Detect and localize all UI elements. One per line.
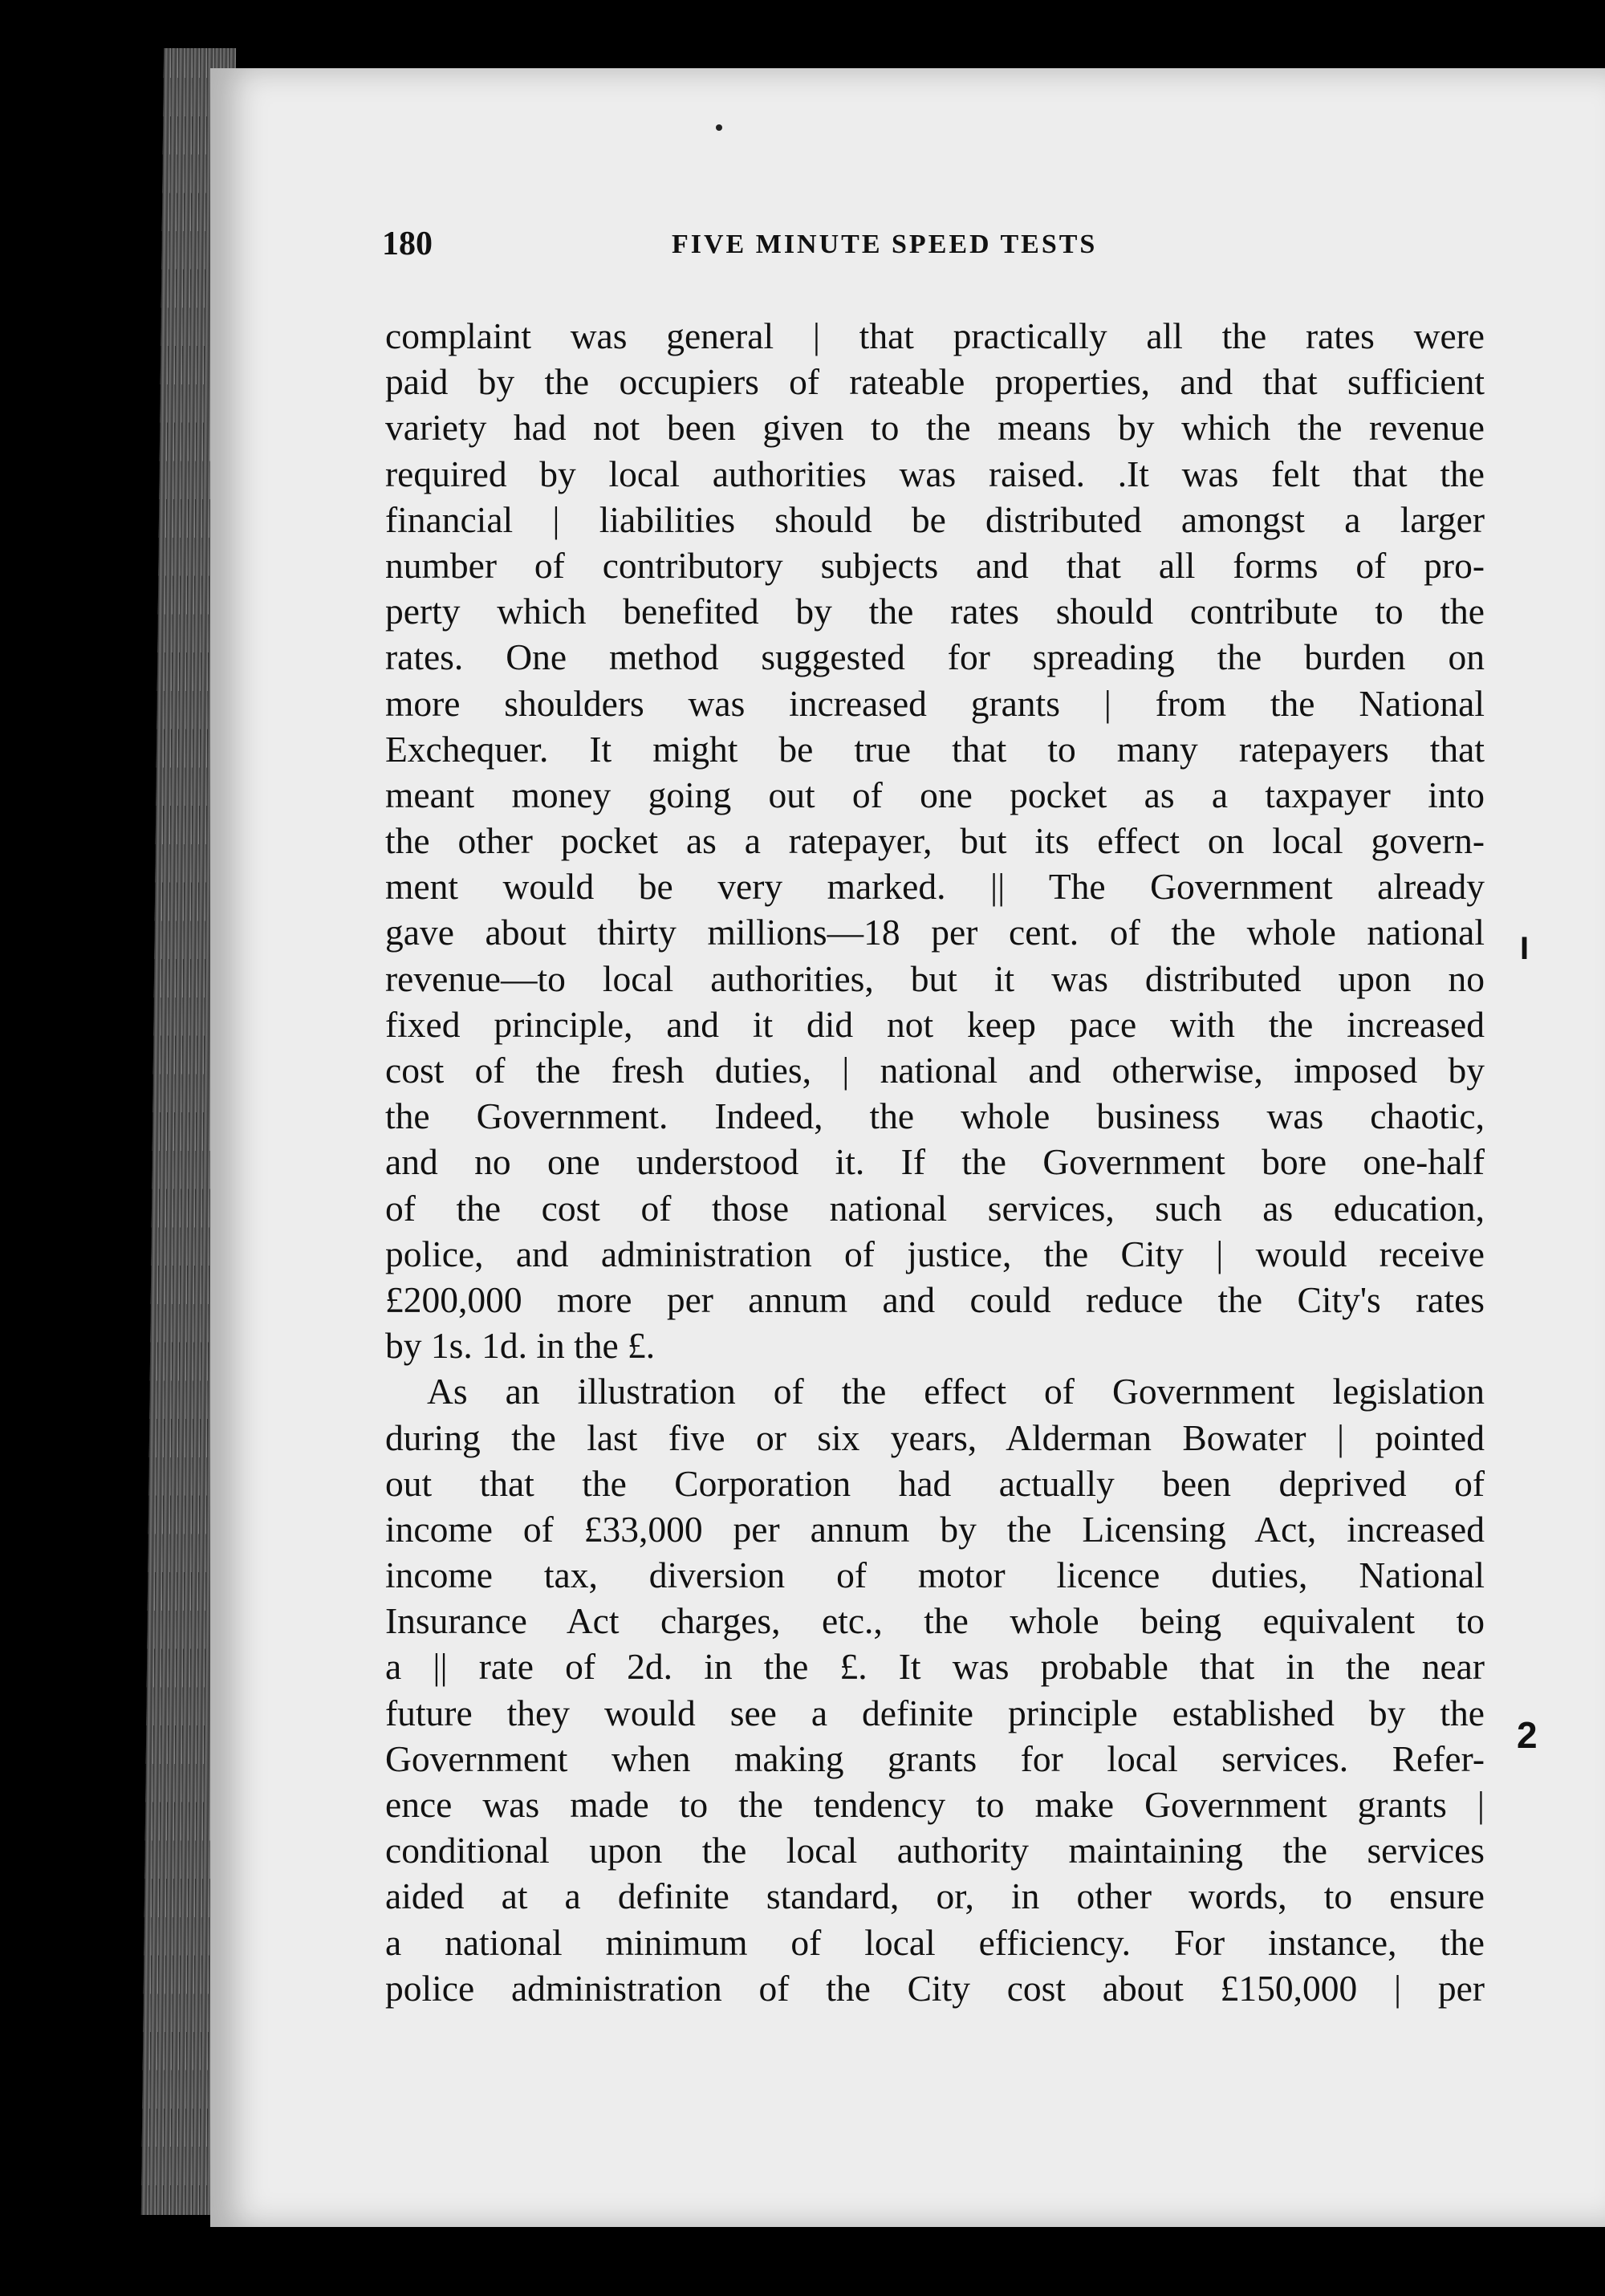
margin-mark-2: 2 <box>1517 1714 1538 1756</box>
text-line: and no one understood it. If the Government bore one-half <box>385 1141 1485 1183</box>
text-line: by 1s. 1d. in the £. <box>385 1325 656 1367</box>
page-header <box>210 225 1605 273</box>
text-line: out that the Corporation had actually been deprived of <box>385 1462 1485 1504</box>
text-line: fixed principle, and it did not keep pace with the increased <box>385 1003 1485 1045</box>
text-line: paid by the occupiers of rateable properties, and that sufficient <box>385 361 1485 403</box>
text-line: aided at a definite standard, or, in other words, to ensure <box>385 1875 1485 1917</box>
text-line: police administration of the City cost about £150,000 | per <box>385 1967 1485 2009</box>
text-line: of the cost of those national services, such as education, <box>385 1187 1485 1229</box>
running-head: FIVE MINUTE SPEED TESTS <box>672 230 1098 259</box>
text-line: variety had not been given to the means by which the revenue <box>385 407 1485 449</box>
text-line: rates. One method suggested for spreading the burden on <box>385 636 1485 678</box>
text-line: during the last five or six years, Alderman Bowater | pointed <box>385 1416 1485 1458</box>
margin-mark-1: I <box>1520 931 1530 966</box>
text-line: As an illustration of the effect of Government legislation <box>427 1371 1485 1412</box>
text-line: a || rate of 2d. in the £. It was probable that in the near <box>385 1646 1485 1688</box>
text-line: the other pocket as a ratepayer, but its effect on local govern- <box>385 820 1485 862</box>
text-line: gave about thirty millions—18 per cent. of the whole national <box>385 912 1485 953</box>
text-line: Government when making grants for local services. Refer- <box>385 1737 1485 1779</box>
text-line: Exchequer. It might be true that to many ratepayers that <box>385 728 1485 770</box>
text-line: future they would see a definite principle established by the <box>385 1692 1485 1733</box>
body-text <box>385 313 1485 2011</box>
text-line: more shoulders was increased grants | from the National <box>385 682 1485 724</box>
text-line: conditional upon the local authority maintaining the services <box>385 1830 1485 1871</box>
text-line: Insurance Act charges, etc., the whole being equivalent to <box>385 1600 1485 1642</box>
text-line: meant money going out of one pocket as a taxpayer into <box>385 774 1485 815</box>
text-line: cost of the fresh duties, | national and otherwise, imposed by <box>385 1050 1485 1091</box>
text-line: police, and administration of justice, the City | would receive <box>385 1233 1485 1274</box>
text-line: ment would be very marked. || The Government already <box>385 866 1485 908</box>
text-line: income of £33,000 per annum by the Licensing Act, increased <box>385 1508 1485 1550</box>
text-line: revenue—to local authorities, but it was distributed upon no <box>385 957 1485 999</box>
text-line: number of contributory subjects and that all forms of pro- <box>385 544 1485 586</box>
text-line: the Government. Indeed, the whole business was chaotic, <box>385 1095 1485 1137</box>
text-line: perty which benefited by the rates should contribute to the <box>385 591 1485 632</box>
page-number: 180 <box>382 226 433 262</box>
text-line: a national minimum of local efficiency. For instance, the <box>385 1921 1485 1963</box>
text-line: complaint was general | that practically all the rates were <box>385 315 1485 356</box>
text-line: ence was made to the tendency to make Government grants | <box>385 1784 1485 1825</box>
dust-speck <box>716 124 722 131</box>
text-line: £200,000 more per annum and could reduce the City's rates <box>385 1278 1485 1320</box>
text-line: required by local authorities was raised. .It was felt that the <box>385 453 1485 494</box>
book-page <box>210 68 1605 2227</box>
text-line: income tax, diversion of motor licence duties, National <box>385 1554 1485 1596</box>
text-line: financial | liabilities should be distributed amongst a larger <box>385 498 1485 540</box>
